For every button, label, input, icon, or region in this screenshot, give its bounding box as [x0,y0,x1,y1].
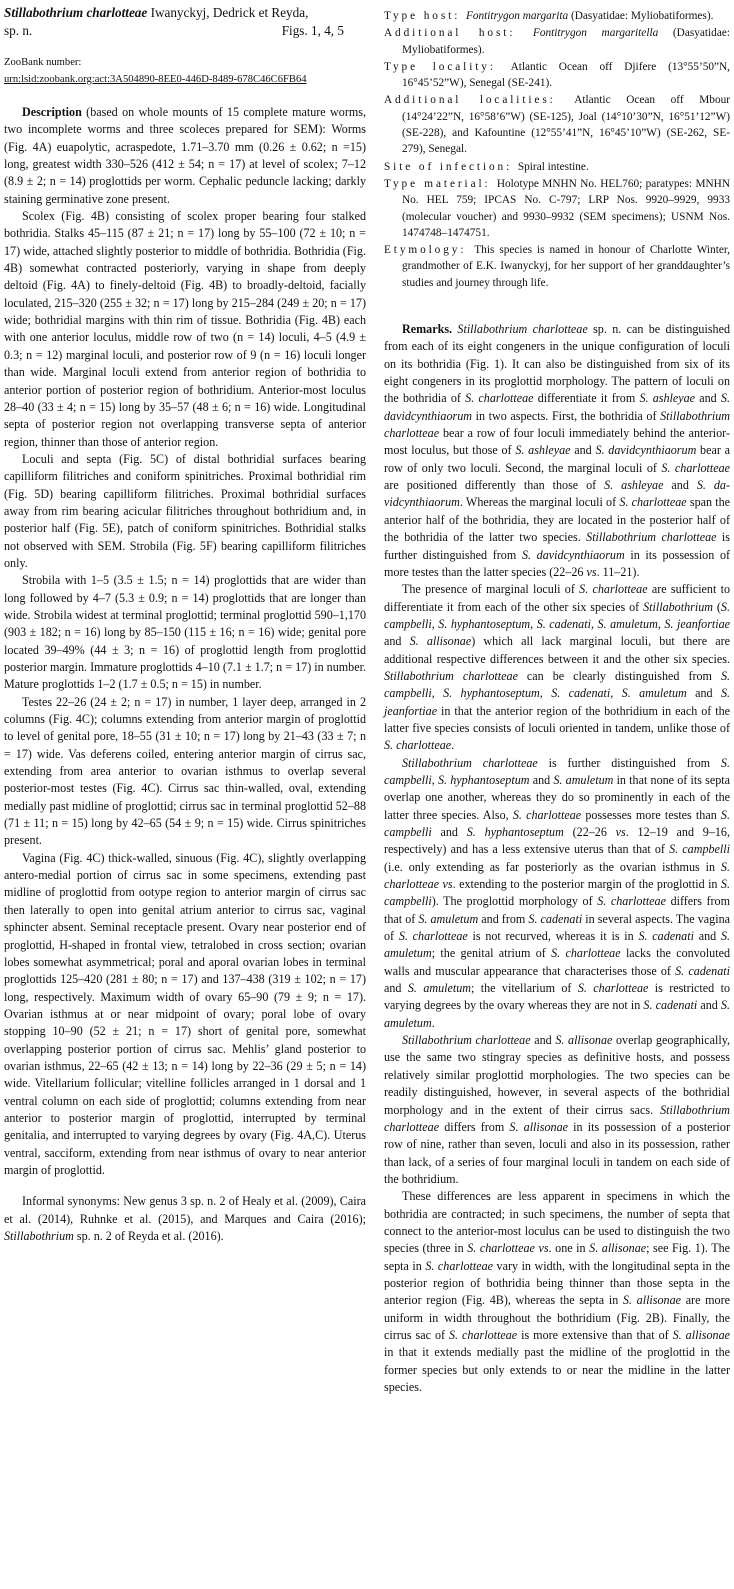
text-run: . one in [548,1241,590,1256]
italic-text: Stillabothrium charlotteae [402,1033,531,1048]
remarks-paragraph [384,321,730,581]
zoobank-block [4,54,366,88]
italic-text: S. campbelli [384,668,731,701]
text-run: These differences are less apparent in specimens in which the bothridia are contracted; in such specimens, the number of septa that connect to the anterior-most loculus can be used to distinguish the two species (three in [384,1189,730,1256]
italic-text: Stillabothrium [4,1229,74,1243]
text-run: , [431,772,438,787]
metadata-colon: : [460,244,475,257]
text-run: bear a row of four loculi immediately behind the anterior-most loculus, but those of [384,426,730,458]
italic-text: S. ashleyae [515,443,571,458]
italic-text: S. ashleyae [604,478,664,493]
remarks-paragraph [384,581,730,754]
species-heading-line2 [4,22,366,40]
italic-text: S. jeanfortiae [664,616,731,631]
italic-text: S. amuletum [553,772,614,787]
italic-text: S. amuletum [384,998,730,1030]
italic-text: Stillabothrium charlotteae [402,755,538,770]
species-authors: Iwanyckyj, Dedrick et Reyda, [147,5,309,20]
text-run: . [431,1015,435,1030]
italic-text: S. charlotteae [465,391,534,406]
description-paragraph [4,451,366,572]
text-run: ). The proglottid morphology of [431,894,598,909]
text-run: ; the vitellarium of [471,981,578,996]
text-run: (22–26 [563,825,616,840]
italic-text: S. hyphantoseptum [443,686,540,701]
text-run: and [686,686,721,701]
text-run: , [431,616,439,631]
remarks-paragraph [384,1032,730,1188]
text-run: and [663,478,697,493]
description-paragraph [4,104,366,208]
text-run: is further distinguished from [537,755,721,770]
italic-text: Stillabothrium charlotteae [457,322,588,337]
italic-text: S. charlotteae vs [467,1241,549,1256]
text-run: in that it extends medially past the midline of the proglottid in the former species but only extends to or near the midline in the latter species. [384,1345,730,1395]
metadata-item [384,8,730,24]
description-paragraph [4,1193,366,1245]
text-run: differs from that of [384,894,731,926]
text-run: ( [712,599,721,614]
italic-text: S. amuletum [621,686,687,701]
italic-text: S. hyphantoseptum [438,616,531,631]
text-run: (based on whole mounts of 15 complete mature worms, two incomplete worms and three scoleces prepared for SEM): Worms (Fig. 4A) euapolytic, acraspedote, 1.71–3.70 mm (0.26 ± 0.62; n =15) long, greatest width 330–526 (412 ± 54; n = 17) at level of scolex; 7–12 (8.9 ± 2; n = 14) proglottids per worm. Cephalic peduncle lacking; darkly staining germinative zone present. [4,105,366,206]
metadata-label: Type host [384,10,455,22]
text-run: and [384,634,410,649]
italic-text: S. charlotteae [425,1258,494,1273]
text-run: (Dasyatidae: Myliobatiformes). [402,27,730,56]
metadata-item [384,159,730,175]
italic-text: S. charlotteae [512,807,582,822]
text-run: and [384,981,408,996]
text-run: , [590,616,598,631]
metadata-label: Site of infection [384,160,507,173]
italic-text: S. campbelli [384,599,730,631]
italic-text: vs [586,564,597,579]
italic-text: S. davidcynthiaorum [595,443,697,458]
text-run: Vagina (Fig. 4C) thick-walled, sinuous (Fig. 4C), slightly overlapping antero-medial portion of cirrus sac in some specimens, extending past midline of proglottid from ootype region to anterior margin of cirrus sac then laterally to open into genital atrium anterior to cirrus sac, vaginal sphincter absent. Seminal receptacle present. Ovary near posterior end of proglottid, H-shaped in frontal view, tetralobed in cross section; ovarian lobes somewhat asymmetrical; poral and aporal ovarian lobes in terminal proglottids 125–420 (281 ± 80; n = 17) and 137–438 (319 ± 102; n = 17) long, respectively. Maximum width of ovary 65–90 (79 ± 9; n = 17). Ovarian isthmus at or near midpoint of ovary; poral lobe of ovary stopping 10–90 (52 ± 21; n = 17) short of genital pore, somewhat overlapping posterior portion of cirrus sac. Mehlis’ gland posterior to ovarian isthmus, 22–65 (42 ± 13; n = 14) long by 22–36 (29 ± 5; n = 14) wide. Vitellarium follicular; vitelline follicles arranged in 1 dorsal and 1 ventral column on each side of proglottid; columns extending from near anterior to posterior margin of proglottid, interrupted by terminal genitalia, and interrupted to varying degrees by ovary (Fig. 4A,C). Uterus ventral, sacciform, extending from near isthmus of ovary to near anterior margin of proglottid. [4,850,366,1177]
italic-text: S. charlotteae [551,946,621,961]
metadata-label: Etymology [384,244,461,257]
italic-text: S. davidcynthiaorum [384,478,730,510]
text-run: . 12–19 and 9–16, respectively) and has a less extensive uterus than that of [384,825,730,857]
italic-text: S. hyphantoseptum [437,772,530,787]
text-run: and [530,1033,556,1048]
italic-text: S. amuletum [418,911,479,926]
text-run: sp. n. can be distinguished from each of its eight congeners in the unique configuration of loculi on its bothridia (Fig. 1). It can also be distinguished from six of its eight congeners in its proglottid morphology. The pattern of loculi on the bothridia of [384,322,731,406]
metadata-colon: : [506,160,518,173]
zoobank-label: ZooBank number: [4,57,82,68]
text-run: and [570,443,596,458]
italic-text: S. cadenati [638,929,694,944]
bold-text: Description [22,105,82,119]
text-run: lacks the convoluted walls and muscular appearance that characterises those of [384,946,730,978]
italic-text: S. jeanfortiae [384,686,731,718]
metadata-item [384,25,730,58]
italic-text: S. amuletum [407,981,472,996]
text-run: and [695,391,721,406]
text-run: Testes 22–26 (24 ± 2; n = 17) in number, 1 layer deep, arranged in 2 columns (Fig. 4C); columns extending from anterior margin of proglottid to level of genital pore, 18–55 (31 ± 10; n = 17) long by 21–43 (33 ± 7; n = 17) wide. Vas deferens coiled, entering anterior margin of cirrus sac, extending from area anterior to ovarian isthmus to overlap several posterior-most testes (Fig. 4C). Cirrus sac thin-walled, oval, extending medially past midline of proglottid; cirrus sac in terminal proglottid 52–88 (71 ± 11; n = 15) long by 42–65 (54 ± 9; n = 15) wide. Cirrus spinitriches present. [4,694,366,848]
text-run: Atlantic Ocean off Mbour (14°24’22”N, 16°58’6”W) (SE-125), Joal (14°10’30”N, 16°51’12”W) (SE-228), and Kafountine (12°55’41”N, 16°45’10”W) (SE-262, SE-279), Senegal. [402,94,731,156]
text-run: Atlantic Ocean off Djifere (13°55’50”N, 16°45’52”W), Senegal (SE-241). [402,60,731,90]
remarks-paragraph [384,755,730,1033]
italic-text: S. ashleyae [639,391,696,406]
metadata-label: Type locality [384,60,490,73]
remarks-paragraph [384,1188,730,1396]
text-run: is restricted to varying degrees by the ovary whereas they are not in [384,981,730,1013]
italic-text: S. amuletum [384,929,731,961]
italic-text: S. charlotteae [661,460,731,475]
text-run: vary in width, with the longitudinal septa in the posterior region of bothridia being thinner than those septa in the anterior region (Fig. 4B), whereas the septa in [384,1258,731,1308]
description-paragraph [4,694,366,850]
italic-text: S. charlotteae [619,495,687,510]
bold-text: Remarks. [402,322,453,337]
italic-text: S. charlotteae [449,1327,518,1342]
text-run: overlap geographically, use the same two stingray species as definitive hosts, and possess relatively similar proglottid morphologies. The two species can be readily distinguished, however, in several aspects of the bothridial morphology and in the extent of their cirrus sacs. [384,1033,730,1117]
text-run: Holotype MNHN No. HEL760; paratypes: MNHN No. HEL 759; IPCAS No. C-797; LRP Nos. 9920–9929, 9933 (molecular voucher) and 9930–9932 (SEM specimens); USNM Nos. 1474748–1474751. [402,177,730,239]
italic-text: S. davidcynthiaorum [384,391,730,423]
text-run: and [697,998,721,1013]
italic-text: Stillabothrium [643,599,713,614]
text-run: (i.e. only extending as far posteriorly as the ovarian isthmus in [384,859,721,874]
left-column [4,0,366,1245]
italic-text: S. allisonae [589,1241,647,1256]
zoobank-lsid-link[interactable]: urn:lsid:zoobank.org:act:3A504890-8EE0-446D-8489-678C46C6FB64 [4,74,307,85]
italic-text: S. davidcynthiaorum [521,547,625,562]
text-run: ; the genital atrium of [431,946,552,961]
text-run: . 11–21). [596,564,640,579]
text-run: Strobila with 1–5 (3.5 ± 1.5; n = 14) proglottids that are wider than long followed by 4–7 (5.3 ± 0.9; n = 14) proglottids that are longer than wide. Strobila widest at terminal proglottid; terminal proglottid 590–1,170 (903 ± 182; n = 16) long by 85–150 (115 ± 16; n = 16) wide; genital pore located 39–49% (44 ± 3; n = 16) of proglottid length from proglottid posterior margin. Immature proglottids 4–10 (7.1 ± 1.7; n = 17) in number. Mature proglottids 1–2 (1.7 ± 0.5; n = 15) in number. [4,573,366,692]
italic-text: S. campbelli [384,877,730,909]
text-run: differs from [439,1119,510,1134]
metadata-colon: : [454,10,466,22]
text-run: , [431,686,444,701]
text-run: is not recurved, whereas it is in [467,929,639,944]
text-run: The presence of marginal loculi of [402,582,580,597]
text-run: ) which all lack marginal loculi, but there are additional respective differences between it and the other six species. [384,634,730,666]
text-run: , [539,686,552,701]
description-section [4,104,366,1245]
text-run: , [610,686,622,701]
italic-text: S. allisonae [622,1293,682,1308]
text-run: . Whereas the marginal loculi of [459,495,620,510]
italic-text: S. campbelli [384,807,730,840]
italic-text: S. campbelli [669,842,730,857]
italic-text: S. charlotteae [579,582,648,597]
text-run: . extending to the posterior margin of the proglottid in [452,877,721,892]
text-run: and from [478,911,529,926]
text-run: This species is named in honour of Charlotte Winter, grandmother of E.K. Iwanyckyj, for her support of her granddaughter’s studies and journey through life. [402,244,730,289]
text-run: ; see Fig. 1). The septa in [384,1241,731,1273]
italic-text: S. allisonae [672,1327,731,1342]
taxonomic-metadata [384,8,730,291]
italic-text: S. cadenati [536,616,591,631]
italic-text: Stillabothrium charlotteae [384,408,730,441]
text-run: span the anterior half of the bothridia, they are located in the posterior half of the bothridia of the latter two species. [384,495,730,545]
text-run: , [657,616,665,631]
species-status: sp. n. [4,23,33,38]
metadata-colon: : [549,94,575,107]
metadata-item [384,92,730,157]
italic-text: S. allisonae [409,634,472,649]
text-run: differentiate it from [533,391,640,406]
italic-text: S. cadenati [528,911,583,926]
italic-text: Stillabothrium charlotteae [586,530,717,545]
italic-text: S. cadenati [551,686,611,701]
metadata-item [384,176,730,241]
italic-text: Stillabothrium charlotteae [384,1102,730,1134]
description-paragraph [4,850,366,1180]
text-run: are sufficient to differentiate it from each of the other six species of [384,582,730,614]
italic-text: Fontitrygon margaritella [532,27,659,40]
text-run: bear a row of only two loculi. Second, the marginal loculi of [384,443,730,475]
italic-text: S. campbelli [384,755,730,787]
italic-text: Fontitrygon margarita [465,10,569,22]
italic-text: S. hyphantoseptum [466,825,564,840]
text-run: is more extensive than that of [517,1327,673,1342]
metadata-item [384,242,730,291]
text-run: , [530,616,537,631]
italic-text: S. cadenati [643,998,698,1013]
right-column [384,0,730,1396]
text-run: in two aspects. First, the bothridia of [472,408,661,423]
species-heading [4,4,366,22]
text-run: possesses more testes than [581,807,721,822]
italic-text: S. charlotteae vs [384,859,730,892]
remarks-section [384,321,730,1396]
text-run: Scolex (Fig. 4B) consisting of scolex proper bearing four stalked bothridia. Stalks 45–115 (87 ± 21; n = 17) long by 55–100 (72 ± 10; n = 17) wide, attached slightly posterior to middle of bothridia. Bothridia (Fig. 4B) somewhat contracted posteriorly, varying in shape from deeply deltoid (Fig. 4A) to finely-deltoid (Fig. 4B) to broadly-deltoid, facially loculated, 215–320 (255 ± 32; n = 17) long by 215–284 (249 ± 20; n = 17) wide; bothridial margins with thin rim of tissue. Bothridia (Fig. 4B) each with one anterior loculus, middle row of two (n = 14) loculi, 4–5 (4.9 ± 0.3; n = 12) marginal loculi, and posterior row of 9 (n = 16) loculi longer than wide. Marginal loculi extend from anterior region of bothridia to anterior portion of posterior region of bothridium. Anterior-most loculus 28–40 (33 ± 4; n = 15) long by 35–57 (48 ± 6; n = 16) wide. Longitudinal septa of posterior region not overlapping transverse septa of anterior region, thinner than those of anterior region. [4,209,366,449]
text-run: and [529,772,554,787]
metadata-label: Additional localities [384,94,550,107]
italic-text: Stillabothrium charlotteae [384,668,518,683]
italic-text: S. amuletum [597,616,658,631]
italic-text: S. cadenati [675,963,730,978]
text-run: in that none of its septa overlap one another, whereas they do so prominently in each of the latter three species. Also, [384,772,730,822]
text-run: can be clearly distinguished from [517,668,721,683]
species-name: Stillabothrium charlotteae [4,5,148,20]
text-run: (Dasyatidae: Myliobatiformes). [568,10,714,22]
text-run: Informal synonyms: New genus 3 sp. n. 2 of Healy et al. (2009), Caira et al. (2014), Ruhnke et al. (2015), and Marques and Caira (2016); [4,1194,366,1226]
italic-text: S. allisonae [509,1119,568,1134]
text-run: and [431,825,467,840]
text-run: Loculi and septa (Fig. 5C) of distal bothridial surfaces bearing capilliform filitriches and coniform spinitriches. Proximal bothridial rim (Fig. 5D) bearing capilliform filitriches. Proximal bothridial surfaces away from rim bearing acicular filitriches throughout bothridium and, in posterior half (Fig. 5E), patch of coniform spinitriches. Bothridial stalks not observed with SEM. Strobila (Fig. 5F) bearing capilliform filitriches only. [4,451,366,570]
text-run: are positioned differently than those of [384,478,605,493]
italic-text: S. charlotteae [597,894,666,909]
text-run: in its possession of more testes than the latter species (22–26 [384,547,731,579]
text-run: are more uniform in width throughout the bothridium (Fig. 2B). Finally, the cirrus sac of [384,1293,730,1342]
text-run: in that the anterior region of the bothridium in each of the latter five species consists of loculi oriented in tandem, unlike those of [384,703,730,735]
description-paragraph [4,572,366,693]
italic-text: S. charlotteae [384,738,452,753]
text-run: is further distinguished from [384,530,730,562]
text-run: sp. n. 2 of Reyda et al. (2016). [73,1229,224,1243]
metadata-colon: : [489,60,511,73]
italic-text: vs [615,825,626,840]
metadata-label: Additional host [384,27,510,40]
figure-references: Figs. 1, 4, 5 [281,23,344,38]
italic-text: S. charlotteae [398,929,468,944]
text-run: in its possession of a posterior row of nine, rather than seven, loculi and also in its possession, rather than lack, of a series of four marginal loculi in tandem on each side of the bothridium. [384,1119,730,1186]
text-run: and [693,929,721,944]
text-run: in several aspects. The vagina of [384,911,730,944]
metadata-item [384,59,730,92]
italic-text: S. allisonae [555,1033,613,1048]
text-run: . [451,738,455,753]
italic-text: S. charlotteae [577,981,649,996]
metadata-colon: : [484,177,497,190]
metadata-colon: : [509,27,533,40]
text-run: Spiral intestine. [517,160,589,173]
metadata-label: Type material [384,177,485,190]
description-paragraph [4,208,366,451]
